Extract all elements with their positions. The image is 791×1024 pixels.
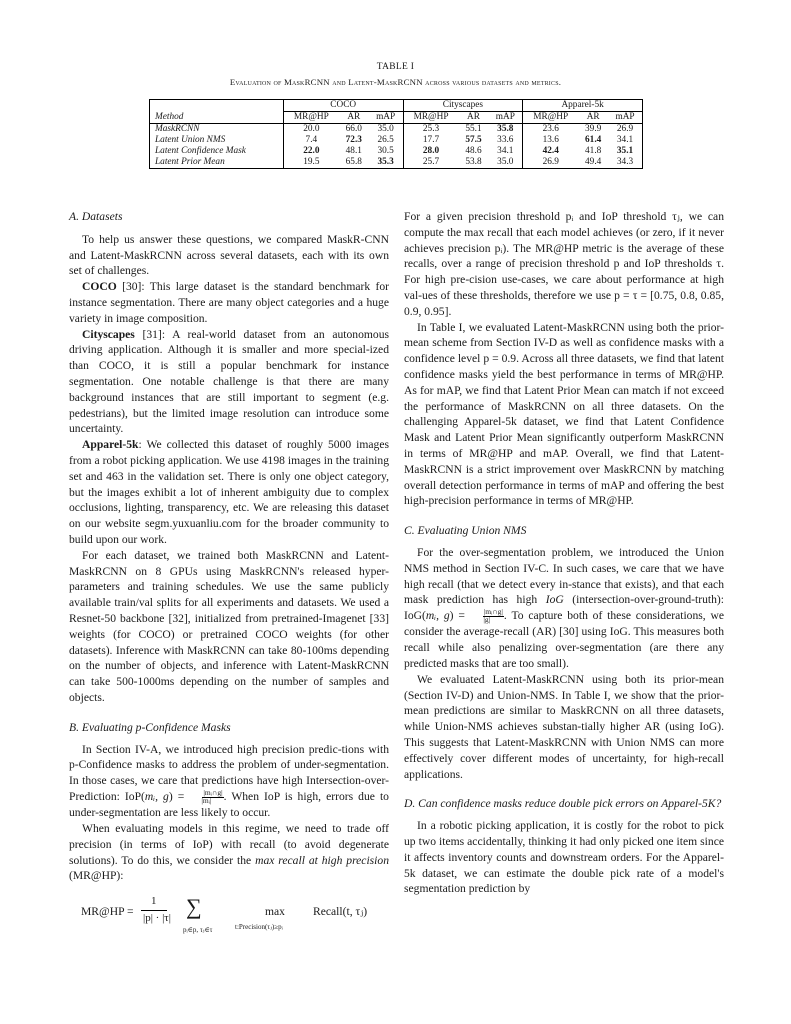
table-header-datasets (150, 100, 643, 112)
table-cell: 66.0 (345, 124, 362, 134)
table-cell: 25.7 (403, 157, 459, 169)
method-cell: MaskRCNN (150, 124, 284, 136)
results-table (149, 99, 643, 169)
table-title: Evaluation of MaskRCNN and Latent-MaskRCNN across various datasets and metrics. (229, 77, 562, 87)
dataset-header: Apparel-5k (523, 100, 643, 112)
table-cell: 39.9 (585, 124, 602, 134)
table-row (150, 135, 643, 146)
section-heading-pconf: B. Evaluating p-Confidence Masks (69, 720, 231, 734)
dataset-header: Cityscapes (403, 100, 523, 112)
paragraph: For a given precision threshold pᵢ and IoP threshold τⱼ, we can compute the max recall that each model achieves (or zero, if it never achieves precision pᵢ). The MR@HP metric is the average of these recalls, over a range of precision threshold p and IoP thresholds τ. For high pre-cision use-cases, we care about performance at high val-ues of these thresholds, therefore we use p = τ = [0.75, 0.8, 0.85, 0.9, 0.95]. (404, 210, 724, 318)
left-column (69, 209, 389, 936)
table-cell: 53.8 (459, 157, 489, 169)
table-row (150, 157, 643, 169)
dataset-name: Apparel-5k (82, 438, 139, 452)
math-fraction: $\frac{\text{|mᵢ∩g|}}{\text{|mᵢ|}}$ (201, 788, 223, 806)
column-header: Method (150, 112, 284, 124)
table-cell-best: 35.1 (608, 146, 642, 157)
table-cell: 23.6 (542, 124, 559, 134)
table-cell-best: 57.5 (465, 135, 482, 145)
table-cell: 19.5 (283, 157, 339, 169)
table-cell-best: 22.0 (303, 146, 320, 156)
table-cell: 34.3 (608, 157, 642, 169)
column-header: AR (339, 112, 369, 124)
table-cell: 41.8 (585, 146, 602, 156)
right-column (404, 209, 724, 897)
paragraph: To help us answer these questions, we compared MaskR-CNN and Latent-MaskRCNN across several datasets, each with its own set of challenges. (69, 232, 389, 278)
table-cell: 34.1 (488, 146, 522, 157)
table-cell: 35.0 (369, 124, 403, 136)
table-cell: 35.0 (488, 157, 522, 169)
math-inline: mᵢ, g (425, 609, 450, 623)
paragraph: We evaluated Latent-MaskRCNN using both its prior-mean (Section IV-D) and Union-NMS. In Table I, we show that the prior-mean predictions are similar to MaskRCNN on all three datasets, while Union-NMS achieves substan-tially higher AR (using IoG). This suggests that Latent-MaskRCNN with Union NMS can more effectively cover different modes of uncertainty, for high-recall applications. (404, 672, 724, 781)
column-header: AR (459, 112, 489, 124)
column-header: mAP (488, 112, 522, 124)
table-cell: 55.1 (465, 124, 482, 134)
table-cell: 25.3 (422, 124, 440, 134)
table-cell: 49.4 (578, 157, 608, 169)
table-cell-best: 35.8 (488, 124, 522, 136)
table-row (150, 146, 643, 157)
table-cell: 30.5 (369, 146, 403, 157)
table-cell-best: 42.4 (542, 146, 559, 156)
section-heading-datasets: A. Datasets (69, 210, 123, 223)
table-cell: 26.9 (523, 157, 579, 169)
column-header: AR (578, 112, 608, 124)
math-fraction: $\frac{\text{|mᵢ∩g|}}{|g|}$ (483, 607, 503, 625)
column-header: mAP (608, 112, 642, 124)
paragraph: For each dataset, we trained both MaskRCNN and Latent-MaskRCNN on 8 GPUs using MaskRCNN's released hyper-parameters and training schedules. We use the same publicly available train/val splits for all experiments and datasets. We used a Resnet-50 backbone [32], initialized from pretrained-Imagenet [33] weights (for COCO) or pretrained COCO weights (for other datasets). Inference with MaskRCNN can take 80-100ms depending on the number of objects, and inference with Latent-MaskRCNN can take 500-1000ms depending on the number of samples and objects. (69, 548, 389, 704)
table-cell: 7.4 (305, 135, 318, 145)
table-cell: 48.6 (465, 146, 482, 156)
paragraph: When evaluating models in this regime, we need to trade off precision (in terms of IoP) with recall (to avoid degenerate solutions). To do this, we consider the max recall at high precision (MR@HP): (69, 822, 389, 883)
table-cell-best: 72.3 (345, 135, 362, 145)
table-cell: 48.1 (345, 146, 362, 156)
method-cell: Latent Prior Mean (150, 157, 284, 169)
table-header-metrics (150, 112, 643, 124)
column-header: MR@HP (283, 112, 339, 124)
table-cell: 20.0 (303, 124, 320, 134)
paragraph: In a robotic picking application, it is costly for the robot to pick up two items accidentally, thinking it had only picked one item since it affects inventory counts and downstream orders. For the Apparel-5k dataset, we can estimate the double pick rate of a model's segmentation prediction by (404, 819, 724, 896)
equation-mrhp: MR@HP = 1 |p| · |τ| ∑ pᵢ∈p, τⱼ∈τ max t:Precision(τⱼ)≥pᵢ Recall(t, τⱼ) (81, 894, 368, 935)
table-cell: 26.9 (608, 124, 642, 136)
dataset-header: COCO (283, 100, 403, 112)
paragraph: In Section IV-A, we introduced high precision predic-tions with p-Confidence masks to address the problem of under-segmentation. In those cases, we care that predictions have high Intersection-over-Prediction: IoP(mᵢ, $g) = \frac{\text{|mᵢ∩g|}}{\text{|mᵢ|}}$. When IoP is high, errors due to under-segmentation are less likely to occur. (69, 742, 389, 820)
table-number: TABLE I (376, 62, 415, 72)
column-header: MR@HP (523, 112, 579, 124)
column-header: mAP (369, 112, 403, 124)
paragraph-coco: COCO [30]: This large dataset is the standard benchmark for instance segmentation. There are many object categories and a huge variety in image composition. (69, 280, 389, 325)
table-cell-best: 28.0 (422, 146, 440, 156)
table-cell-best: 35.3 (369, 157, 403, 169)
dataset-name: Cityscapes (82, 327, 135, 341)
section-heading-double-pick: D. Can confidence masks reduce double pick errors on Apparel-5K? (404, 797, 722, 811)
table-row (150, 124, 643, 136)
method-cell: Latent Union NMS (150, 135, 284, 146)
table-cell: 13.6 (542, 135, 559, 145)
paragraph-cityscapes: Cityscapes [31]: A real-world dataset from an autonomous driving application. Although it is smaller and more special-ized than COCO, it is still a popular benchmark for instance segmentation. One notable challenge is that there are many background instances that are still important to segment (e.g. pedestrians), but the limited image resolution can introduce some uncertainty. (69, 327, 389, 436)
paragraph: In Table I, we evaluated Latent-MaskRCNN using both the prior-mean scheme from Section IV-D as well as confidence masks with a confidence level p = 0.9. Across all three datasets, we find that latent confidence masks yield the best performance in terms of MR@HP. As for mAP, we find that Latent Prior Mean can match if not exceed the performance of MaskRCNN on all three datasets. On the challenging Apparel-5k dataset, we find that Latent Confidence Mask and Latent Prior Mean significantly outperform MaskRCNN in terms of MR@HP and mAP. Overall, we find that Latent-MaskRCNN is a strict improvement over MaskRCNN by matching overall detection performance in terms of mAP and offering the best high-precision performance in terms of MR@HP. (404, 320, 724, 508)
table-cell: 33.6 (488, 135, 522, 146)
math-inline: mᵢ, g (144, 789, 169, 803)
table-cell: 34.1 (608, 135, 642, 146)
table-cell: 17.7 (422, 135, 440, 145)
method-cell: Latent Confidence Mask (150, 146, 284, 157)
section-heading-union-nms: C. Evaluating Union NMS (404, 524, 527, 538)
table-cell: 65.8 (339, 157, 369, 169)
column-header: MR@HP (403, 112, 459, 124)
paragraph-apparel: Apparel-5k: We collected this dataset of roughly 5000 images from a robot picking application. We use 4198 images in the training set and 463 in the validation set. There is only one object category, but the images exhibit a lot of inherent ambiguity due to complex occlusions, lighting, transparency, etc. We are releasing this dataset on our website segm.yuxuanliu.com for the broader community to build upon our work. (69, 438, 389, 546)
paragraph: For the over-segmentation problem, we introduced the Union NMS method in Section IV-C. In such cases, we care that we have high recall (that we detect every in-stance that exists), and that each mask prediction has high IoG (intersection-over-ground-truth): IoG(mᵢ, $g) = \frac{\text{|mᵢ∩g|}}{|g|}$. To capture both of these considerations, we consider the average-recall (AR) [30] using IoG. This measures both recall while also penalizing over-segmentation (are there any predicted masks that are too small). (404, 545, 725, 671)
dataset-name: COCO (82, 280, 117, 294)
table-cell: 26.5 (369, 135, 403, 146)
table-cell-best: 61.4 (585, 135, 602, 145)
